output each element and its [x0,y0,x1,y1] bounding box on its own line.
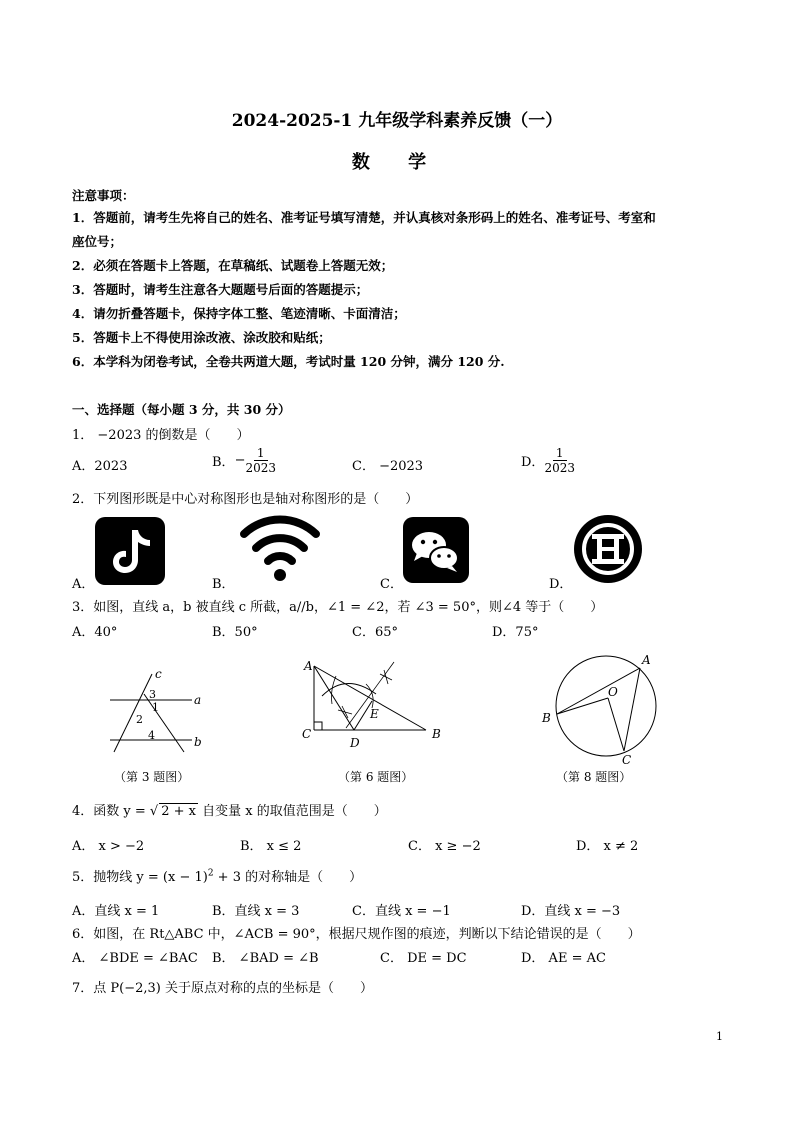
minus-sign: − [234,453,246,468]
stem-text: 5．抛物线 y = (x − 1) [72,870,208,885]
angle-label: 3 [149,688,156,701]
point-label: B [542,711,551,725]
subject-title: 数 学 [351,152,443,173]
notice-line: 5．答题卡上不得使用涂改液、涂改胶和贴纸； [72,330,331,345]
q1-option-d [521,446,575,475]
fraction-numerator: 1 [553,446,567,461]
figure-8-circle [536,650,666,768]
fraction [544,446,575,475]
point-label: O [608,685,618,699]
figure-3-parallel-lines [100,664,220,760]
q1-option-b [212,446,276,475]
figure-8-caption: （第 8 题图） [556,770,632,784]
q4-option-b: B． x ≤ 2 [240,839,302,854]
point-label: C [622,753,632,767]
q3-option-b: B．50° [212,625,258,640]
vertex-label: B [432,727,441,741]
angle-label: 1 [152,701,159,714]
vertex-label: E [370,707,379,721]
vertex-label: C [302,727,312,741]
figure-6-triangle [296,654,456,754]
q3-option-d: D．75° [492,625,539,640]
option-label: D． [521,455,545,470]
stem-text: + 3 的对称轴是（ ） [213,870,363,885]
line-label: b [194,735,202,749]
q4-option-c: C． x ≥ −2 [408,839,481,854]
exponent: 2 [207,868,214,879]
chat-bubbles-icon [402,516,470,584]
line-label: c [155,667,162,681]
q1-option-a: A．2023 [72,459,128,474]
question-7-stem: 7．点 P(−2,3) 关于原点对称的点的坐标是（ ） [72,981,373,996]
q6-option-b: B． ∠BAD = ∠B [212,951,319,966]
notice-line: 2．必须在答题卡上答题，在草稿纸、试题卷上答题无效； [72,258,394,273]
question-1-stem: 1． −2023 的倒数是（ ） [72,428,250,443]
angle-label: 4 [148,729,155,742]
q2-option-d-label: D． [549,577,573,592]
q2-option-c-label: C． [380,577,403,592]
fraction-denominator: 2023 [245,461,277,475]
figure-3-caption: （第 3 题图） [114,770,190,784]
radicand: 2 + x [161,804,196,819]
question-4-stem [72,800,387,819]
vertex-label: A [304,659,313,673]
q1-option-c: C． −2023 [352,459,424,474]
point-label: A [642,653,651,667]
q5-option-c: C．直线 x = −1 [352,904,451,919]
notice-line: 3．答题时，请考生注意各大题题号后面的答题提示； [72,282,369,297]
q2-option-b-label: B． [212,577,235,592]
notice-line: 座位号； [72,234,123,249]
q3-option-a: A．40° [72,625,118,640]
notice-line: 1．答题前，请考生先将自己的姓名、准考证号填写清楚，并认真核对条形码上的姓名、准考证号、考室和 [72,210,656,225]
notice-line: 4．请勿折叠答题卡，保持字体工整、笔迹清晰、卡面清洁； [72,306,406,321]
question-2-stem: 2．下列图形既是中心对称图形也是轴对称图形的是（ ） [72,492,419,507]
q6-option-a: A． ∠BDE = ∠BAC [72,951,198,966]
fraction [245,446,276,475]
option-label: B． [212,455,235,470]
music-note-icon [94,516,166,586]
angle-label: 2 [136,713,143,726]
paper-title: 2024-2025-1 九年级学科素养反馈（一） [231,111,563,131]
q4-option-d: D． x ≠ 2 [576,839,639,854]
wifi-icon [240,512,320,584]
bank-logo-icon [573,514,643,584]
fraction-denominator: 2023 [544,461,575,475]
q5-option-b: B．直线 x = 3 [212,904,300,919]
section-heading: 一、选择题（每小题 3 分，共 30 分） [72,402,291,417]
q2-option-a-label: A． [72,577,95,592]
q5-option-a: A．直线 x = 1 [72,904,160,919]
notice-line: 6．本学科为闭卷考试，全卷共两道大题，考试时量 120 分钟，满分 120 分. [72,354,505,369]
q5-option-d: D．直线 x = −3 [521,904,621,919]
question-3-stem: 3．如图，直线 a，b 被直线 c 所截，a//b，∠1 = ∠2，若 ∠3 = 50°，则∠4 等于（ ） [72,600,604,615]
stem-text: 自变量 x 的取值范围是（ ） [197,804,387,819]
fraction-numerator: 1 [254,446,268,461]
q6-option-d: D． AE = AC [521,951,606,966]
sqrt-sign: √ [149,804,159,819]
q3-option-c: C．65° [352,625,398,640]
vertex-label: D [350,736,360,750]
question-6-stem: 6．如图，在 Rt△ABC 中，∠ACB = 90°，根据尺规作图的痕迹，判断以下结论错误的是（ ） [72,927,641,942]
notice-heading: 注意事项： [72,188,135,203]
q4-option-a: A． x > −2 [72,839,145,854]
figure-6-caption: （第 6 题图） [338,770,414,784]
stem-text: 4．函数 y = [72,804,150,819]
question-5-stem [72,866,362,885]
page-number: 1 [716,1030,723,1043]
line-label: a [194,693,202,707]
q6-option-c: C． DE = DC [380,951,467,966]
